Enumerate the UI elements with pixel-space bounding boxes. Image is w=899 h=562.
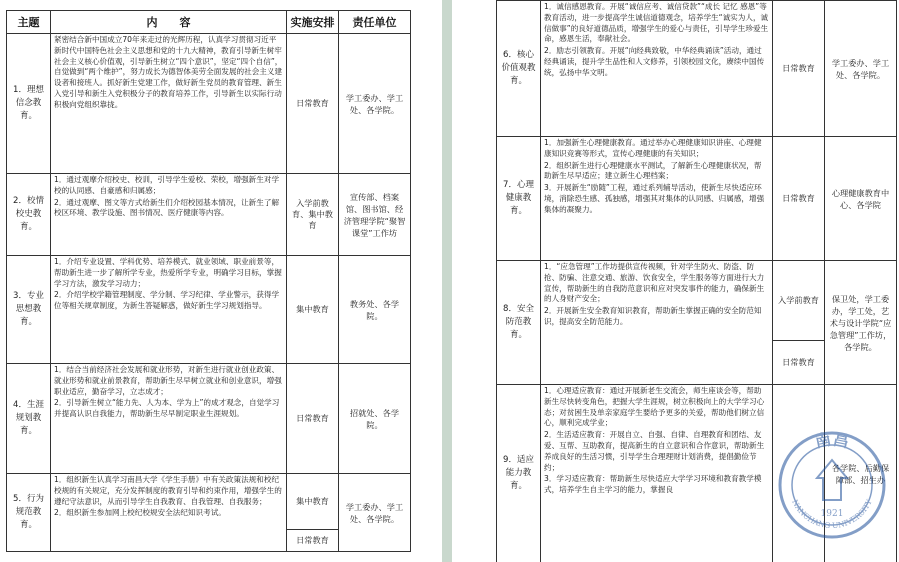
content-paragraph: 1．心理适应教育：通过开展新老生交流会，师生座谈会等，帮助新生尽快转变角色，把握大学生涯规，树立积极向上的大学学习心态；对贫困生及单亲家庭学生要给予更多的关爱，帮助他们树立信心，顺利完成学业； — [544, 386, 765, 428]
header-topic: 主题 — [7, 11, 51, 34]
header-arrangement: 实施安排 — [287, 11, 339, 34]
content-cell — [51, 34, 287, 174]
content-cell — [51, 256, 287, 364]
table-row — [7, 256, 411, 364]
content-paragraph: 1．介绍专业设置、学科优势、培养模式、就业领域、职业前景等，帮助新生进一步了解所学专业，热爱所学专业，明确学习目标，掌握学习方法，激发学习动力； — [54, 257, 282, 288]
content-paragraph: 2．励志引领教育。开展“向经典致敬，中华经典诵读”活动，通过经典诵读，提升学生品性和人文修养，引领校园文化，赓续中国传统，弘扬中华文明。 — [544, 46, 765, 77]
seal-icon — [777, 430, 887, 540]
arrangement-cell: 日常教育 — [287, 34, 339, 174]
content-paragraph: 2．组织新生进行心理健康水平测试，了解新生心理健康状况，帮助新生尽早适应；建立新生心理档案； — [544, 160, 762, 181]
topic-cell: 1．理想信念教育。 — [7, 34, 51, 174]
header-unit: 责任单位 — [339, 11, 411, 34]
arrangement-cell: 日常教育 — [773, 137, 825, 261]
unit-cell: 宣传部、档案馆、图书馆、经济管理学院“聚智课堂”工作坊 — [339, 174, 411, 256]
unit-cell: 心理健康教育中心、各学院 — [825, 137, 897, 261]
schedule-table-left — [6, 10, 411, 552]
content-cell — [51, 364, 287, 474]
table-row — [497, 261, 897, 341]
arrangement-cell: 入学前教育 — [773, 261, 825, 341]
content-paragraph: 1．通过观摩介绍校史、校训，引导学生爱校、荣校，增强新生对学校的认同感、自豪感和归属感； — [54, 175, 280, 195]
topic-cell: 3．专业思想教育。 — [7, 256, 51, 364]
content-cell — [541, 385, 773, 562]
arrangement-cell: 日常教育 — [287, 364, 339, 474]
document-page-left — [0, 0, 442, 562]
arrangement-cell: 日常教育 — [773, 341, 825, 385]
content-paragraph: 1．结合当前经济社会发展和就业形势，对新生进行就业创业政策、就业形势和就业前景教育，帮助新生尽早树立就业和创业意识，增强职业适应，勤奋学习，立志成才； — [54, 365, 282, 396]
content-paragraph: 3．学习适应教育：帮助新生尽快适应大学学习环境和教育教学模式，培养学生自主学习的能力，掌握良 — [544, 474, 762, 495]
topic-cell: 2．校情校史教育。 — [7, 174, 51, 256]
content-cell — [541, 1, 773, 137]
table-row — [7, 364, 411, 474]
topic-cell: 7．心理健康教育。 — [497, 137, 541, 261]
content-paragraph: 2．引导新生树立“能力先、人为本、学为上”的成才观念，自觉学习并提高认识自我能力，帮助新生尽早制定职业生涯规划。 — [54, 398, 280, 419]
seal-bottom-text: NANCHANG UNIVERSITY — [790, 498, 874, 531]
topic-cell: 4．生涯规划教育。 — [7, 364, 51, 474]
content-paragraph: 2．开展新生安全教育知识教育，帮助新生掌握正确的安全防范知识，提高安全防范能力。 — [544, 306, 762, 326]
table-row — [7, 34, 411, 174]
content-paragraph: 3．开展新生“励随”工程，通过系列辅导活动，使新生尽快适应环境，消除恐生感、孤独感，增强其对集体的认同感、归属感，增强集体的凝聚力。 — [544, 183, 765, 214]
table-header-row — [7, 11, 411, 34]
unit-cell: 招就处、各学院。 — [339, 364, 411, 474]
table-row — [7, 174, 411, 256]
content-cell — [51, 474, 287, 552]
table-row — [497, 137, 897, 261]
unit-cell: 教务处、各学院。 — [339, 256, 411, 364]
topic-cell: 9．适应能力教育。 — [497, 385, 541, 562]
unit-cell: 保卫处，学工委办，学工处，艺术与设计学院“应急管理”工作坊，各学院。 — [825, 261, 897, 385]
arrangement-cell: 集中教育 — [287, 256, 339, 364]
content-paragraph: 1．诚信感恩教育。开展“诚信应考、诚信贷款”“成长 记忆 感恩”等教育活动，进一步提高学生诚信道德观念，培养学生“诚实为人，诚信做事”的良好道德品质，增强学生的爱心与责任，引导学生珍爱生命，感恩生活，奉献社会。 — [544, 2, 769, 44]
arrangement-cell: 集中教育 — [287, 474, 339, 530]
table-row — [7, 474, 411, 530]
unit-cell: 学工委办、学工处、各学院。 — [339, 474, 411, 552]
arrangement-cell: 日常教育 — [287, 530, 339, 552]
university-seal — [777, 430, 887, 540]
content-cell — [541, 261, 773, 385]
topic-cell: 8．安全防范教育。 — [497, 261, 541, 385]
unit-cell: 学工委办、学工处、各学院。 — [339, 34, 411, 174]
content-paragraph: 2．通过观摩、图文等方式给新生们介绍校园基本情况，让新生了解校区环境、教学设施、图书情况、医疗健康等内容。 — [54, 197, 280, 218]
unit-cell: 各学院、后勤保障部、招生办 — [825, 385, 897, 562]
topic-cell: 6．核心价值观教育。 — [497, 1, 541, 137]
content-paragraph: 2．组织新生参加网上校纪校规安全法纪知识考试。 — [54, 508, 226, 518]
arrangement-cell: 入学前教育、集中教育 — [287, 174, 339, 256]
content-paragraph: 1．组织新生认真学习南昌大学《学生手册》中有关政策法规和校纪校规的有关规定，充分发挥制度的教育引导和约束作用，增强学生的遵纪守法意识，从而引导学生自我教育、自我管理、自我服务； — [54, 475, 282, 506]
table-row — [497, 1, 897, 137]
seal-year: 1921 — [820, 509, 844, 519]
header-content: 内 容 — [51, 11, 287, 34]
unit-cell: 学工委办、学工处、各学院。 — [825, 1, 897, 137]
content-paragraph: 紧密结合新中国成立70年来走过的光辉历程，认真学习贯彻习近平新时代中国特色社会主义思想和党的十九大精神，教育引导新生树牢社会主义核心价值观，引导新生树立“四个意识”，坚定“四个自信”，自觉做到“两个维护”，努力成长为德智体美劳全面发展的社会主义建设者和接班人。抓好新生党建工作，做好新生党员的教育管理、新生入党引导和新生入党积极分子的教育培养工作，引导新生以实际行动积极向党组织靠拢。 — [54, 35, 283, 109]
seal-top-text: 南昌 — [813, 430, 851, 452]
content-cell — [541, 137, 773, 261]
content-paragraph: 2．介绍学校学籍管理制度、学分制、学习纪律、学业警示，获得学位等相关规章制度，为新生答疑解惑，做好新生学习规划指导。 — [54, 290, 280, 311]
page-gutter — [442, 0, 452, 562]
content-paragraph: 2．生活适应教育：开展自立、自强、自律、自理教育和团结、友爱、互帮、互助教育，提高新生的自立意识和合作意识，帮助新生养成良好的生活习惯，引导学生合理理财计划消费，提倡勤俭节约； — [544, 430, 765, 472]
arrangement-cell: 日常教育 — [773, 1, 825, 137]
content-paragraph: 1．加强新生心理健康教育。通过举办心理健康知识讲座、心理健康知识竞赛等形式，宣传心理健康的有关知识； — [544, 138, 762, 158]
topic-cell: 5．行为规范教育。 — [7, 474, 51, 552]
content-paragraph: 1．“应急管理”工作坊提供宣传视频，针对学生防火、防盗、防抢、防骗、注意交通、旅游、饮食安全，学生服务等方面进行大力宣传，帮助新生的自我防范意识和应对突发事件的能力，确保新生的人身财产安全； — [544, 262, 765, 304]
content-cell — [51, 174, 287, 256]
